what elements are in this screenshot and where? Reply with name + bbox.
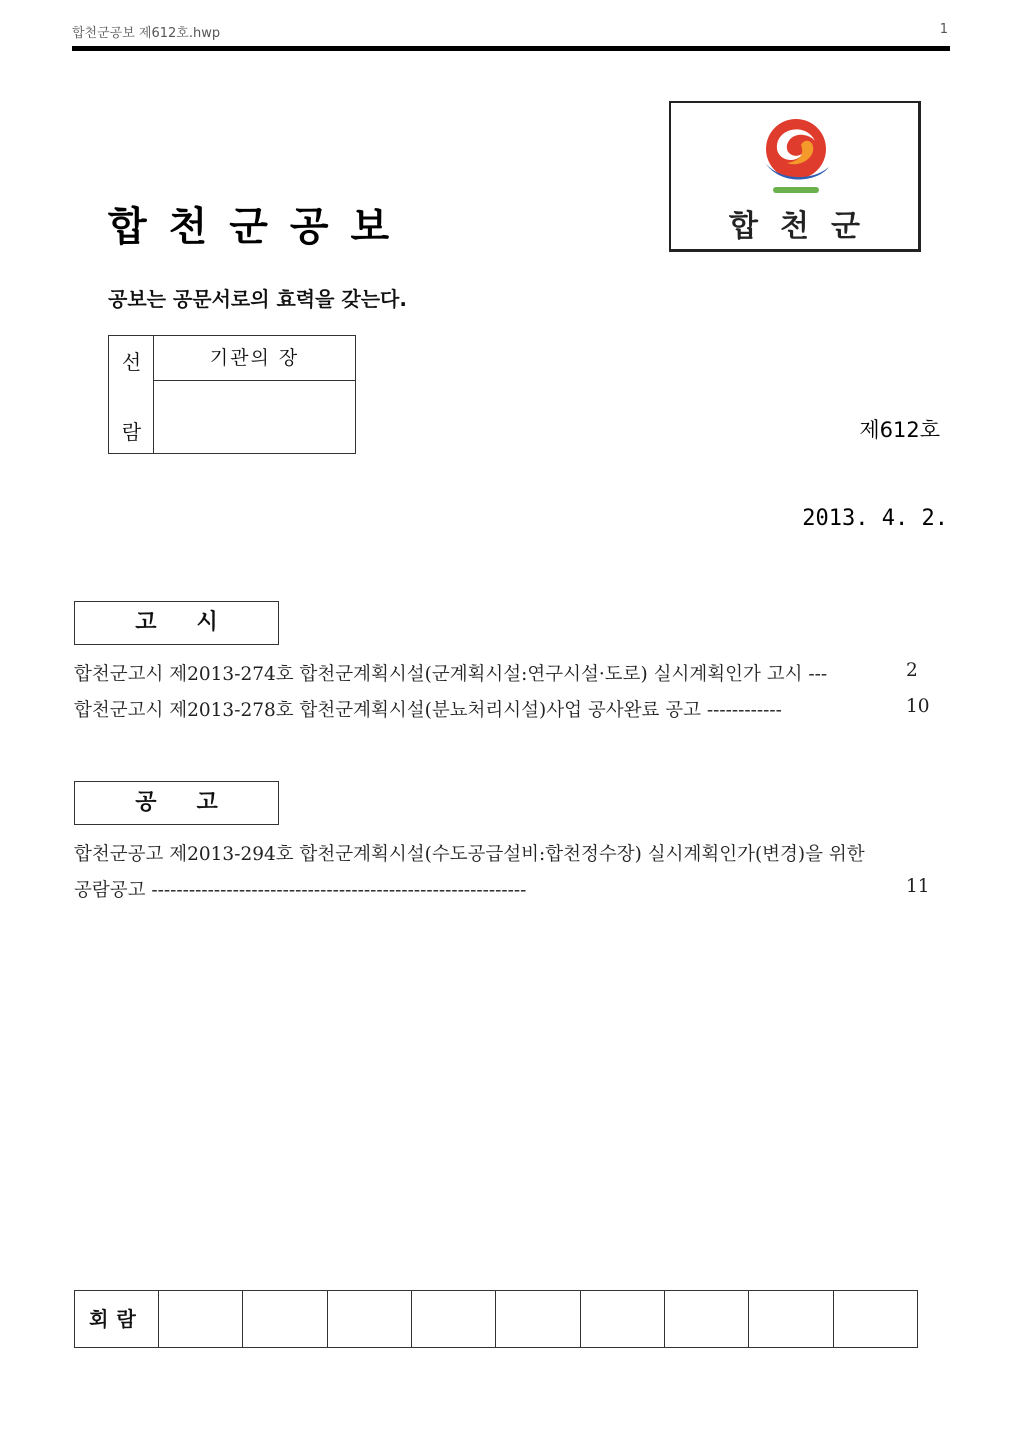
logo-text: 합천군 — [729, 209, 882, 244]
toc-entry-text: 합천군공고 제2013-294호 합천군계획시설(수도공급설비:합천정수장) 실시계획인가(변경)을 위한 — [74, 844, 865, 865]
toc-entry-text: 공람공고 ------------------------------------------------------------ — [74, 880, 527, 901]
bulletin-title: 합천군공보 — [108, 204, 412, 250]
circulation-cell[interactable] — [834, 1291, 917, 1347]
section-heading-announcement: 공고 — [74, 781, 279, 825]
county-emblem-icon — [757, 115, 835, 199]
toc-entry-page: 2 — [906, 660, 918, 681]
toc-entry[interactable] — [74, 840, 865, 866]
circulation-cell[interactable] — [328, 1291, 412, 1347]
section-heading-notice: 고시 — [74, 601, 279, 645]
circulation-cell[interactable] — [665, 1291, 749, 1347]
toc-entry[interactable] — [74, 660, 918, 686]
page-number: 1 — [939, 22, 948, 37]
toc-entry-page: 11 — [906, 876, 930, 897]
review-box — [108, 335, 356, 454]
toc-entry-continued[interactable] — [74, 876, 930, 902]
review-label-top: 선 — [121, 350, 142, 374]
bulletin-subtitle: 공보는 공문서로의 효력을 갖는다. — [108, 287, 407, 311]
review-header: 기관의 장 — [154, 336, 355, 381]
county-logo — [669, 101, 921, 252]
circulation-cell[interactable] — [412, 1291, 496, 1347]
circulation-cell[interactable] — [496, 1291, 580, 1347]
header-rule — [72, 46, 950, 51]
circulation-cell[interactable] — [243, 1291, 327, 1347]
circulation-table — [74, 1290, 918, 1348]
toc-entry-text: 합천군고시 제2013-278호 합천군계획시설(분뇨처리시설)사업 공사완료 공고 ------------ — [74, 700, 782, 721]
document-filename: 합천군공보 제612호.hwp — [72, 26, 221, 41]
issue-date: 2013. 4. 2. — [802, 506, 948, 531]
circulation-label: 회람 — [75, 1291, 159, 1347]
toc-entry[interactable] — [74, 696, 930, 722]
circulation-cell[interactable] — [159, 1291, 243, 1347]
toc-entry-page: 10 — [906, 696, 930, 717]
circulation-cell[interactable] — [749, 1291, 833, 1347]
review-label-bottom: 람 — [121, 420, 142, 444]
circulation-cell[interactable] — [581, 1291, 665, 1347]
toc-entry-text: 합천군고시 제2013-274호 합천군계획시설(군계획시설:연구시설·도로) 실시계획인가 고시 --- — [74, 664, 828, 685]
review-label-column — [109, 336, 154, 453]
issue-number: 제612호 — [859, 418, 940, 442]
